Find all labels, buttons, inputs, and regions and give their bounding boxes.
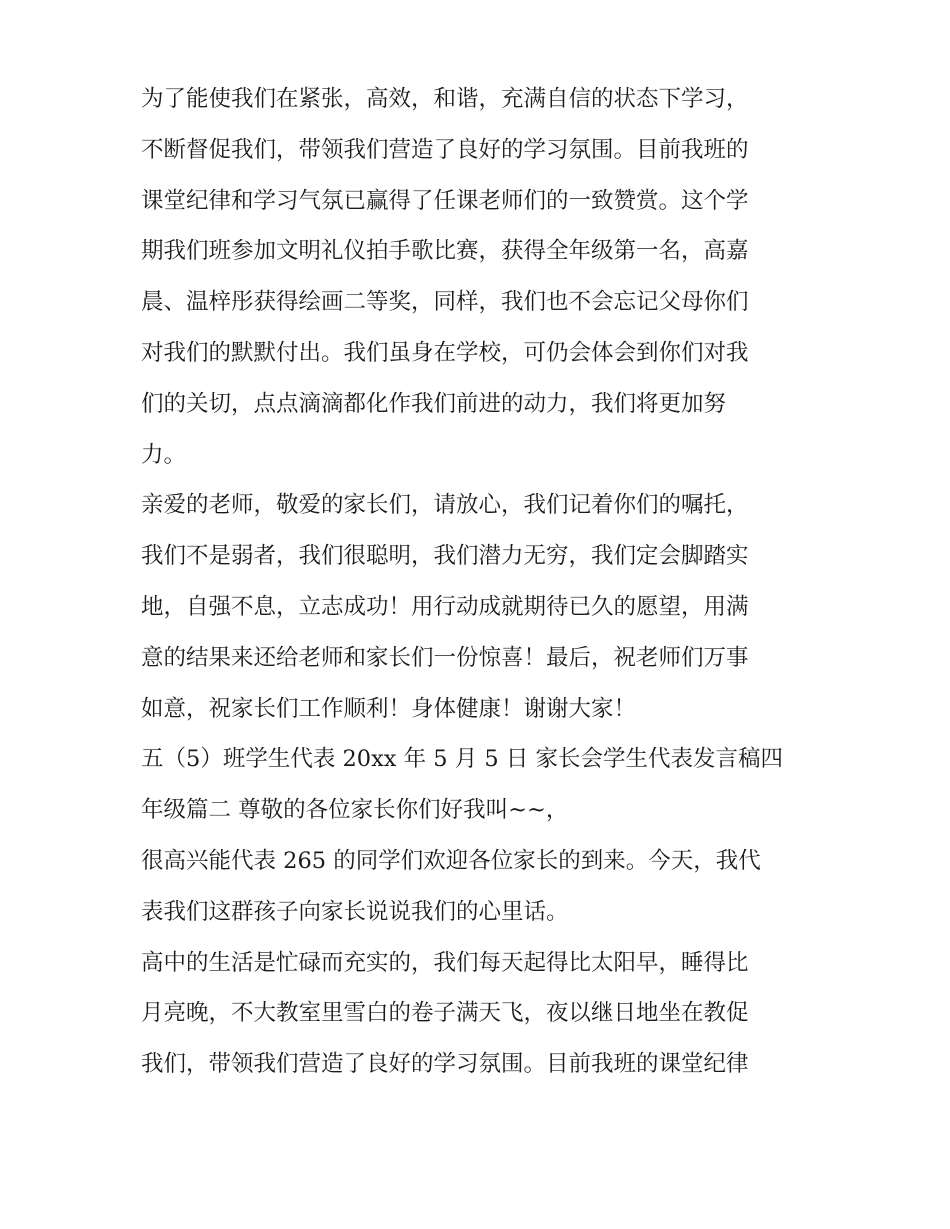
text-line: 如意，祝家长们工作顺利！身体健康！谢谢大家！ xyxy=(141,695,637,722)
text-line: 力。 xyxy=(141,441,187,468)
text-line: 晨、温梓彤获得绘画二等奖，同样，我们也不会忘记父母你们 xyxy=(141,289,749,316)
text-line: 我们，带领我们营造了良好的学习氛围。目前我班的课堂纪律 xyxy=(141,1051,749,1078)
text-line: 我们不是弱者，我们很聪明，我们潜力无穷，我们定会脚踏实 xyxy=(141,543,749,570)
text-line: 课堂纪律和学习气氛已赢得了任课老师们的一致赞赏。这个学 xyxy=(141,187,749,214)
text-line: 期我们班参加文明礼仪拍手歌比赛，获得全年级第一名，高嘉 xyxy=(141,238,749,265)
text-line: 月亮晚，不大教室里雪白的卷子满天飞，夜以继日地坐在教促 xyxy=(141,1000,749,1027)
text-line: 对我们的默默付出。我们虽身在学校，可仍会体会到你们对我 xyxy=(141,339,749,366)
text-line: 高中的生活是忙碌而充实的，我们每天起得比太阳早，睡得比 xyxy=(141,949,749,976)
text-line: 地，自强不息，立志成功！用行动成就期待已久的愿望，用满 xyxy=(141,593,749,620)
text-line: 亲爱的老师，敬爱的家长们，请放心，我们记着你们的嘱托， xyxy=(141,492,749,519)
document-body xyxy=(141,74,813,1090)
text-line: 很高兴能代表 265 的同学们欢迎各位家长的到来。今天，我代 xyxy=(141,847,761,874)
text-line: 五（5）班学生代表 20xx 年 5 月 5 日 家长会学生代表发言稿四 xyxy=(141,746,784,773)
text-line: 表我们这群孩子向家长说说我们的心里话。 xyxy=(141,898,569,925)
text-line: 们的关切，点点滴滴都化作我们前进的动力，我们将更加努 xyxy=(141,390,727,417)
text-line: 为了能使我们在紧张，高效，和谐，充满自信的状态下学习， xyxy=(141,86,749,112)
text-line: 不断督促我们，带领我们营造了良好的学习氛围。目前我班的 xyxy=(141,136,749,163)
text-line: 年级篇二 尊敬的各位家长你们好我叫~~， xyxy=(141,797,569,824)
text-line: 意的结果来还给老师和家长们一份惊喜！最后，祝老师们万事 xyxy=(141,644,749,671)
